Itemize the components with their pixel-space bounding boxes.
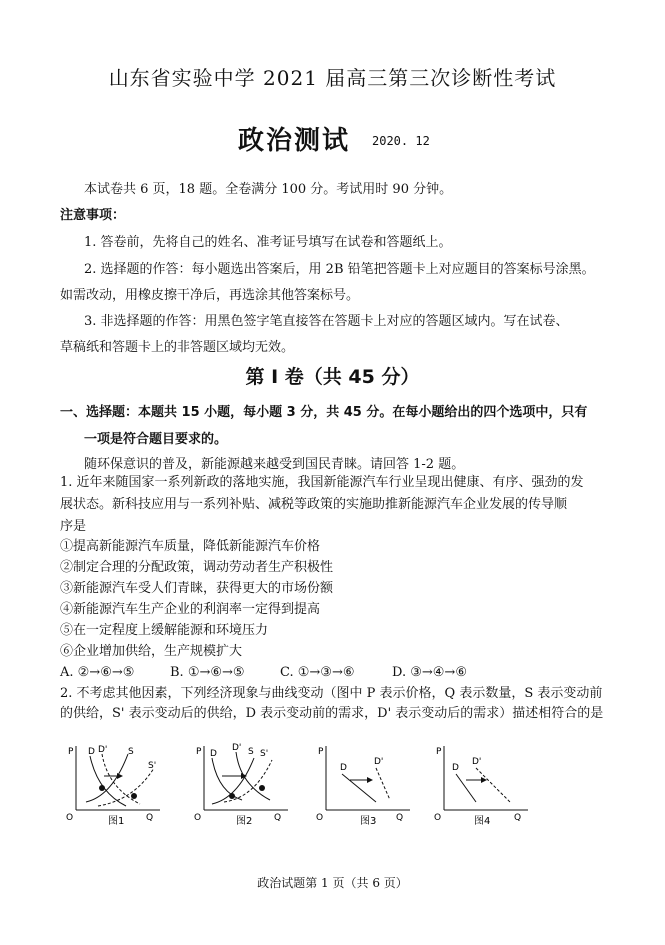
figure-3 bbox=[312, 740, 422, 830]
volume-title: 第 Ⅰ 卷（共 45 分） bbox=[245, 366, 420, 388]
o-label: O bbox=[66, 813, 74, 823]
notice-item-2-cont: 如需改动，用橡皮擦干净后，再选涂其他答案标号。 bbox=[60, 288, 360, 303]
q1-option-d: D. ③→④→⑥ bbox=[392, 665, 467, 680]
q1-item-1: ①提高新能源汽车质量，降低新能源汽车价格 bbox=[60, 539, 321, 554]
d-label: D bbox=[452, 763, 459, 773]
q1-item-2: ②制定合理的分配政策，调动劳动者生产积极性 bbox=[60, 560, 334, 575]
intro-text: 本试卷共 6 页，18 题。全卷满分 100 分。考试用时 90 分钟。 bbox=[84, 182, 453, 197]
o-label: O bbox=[316, 813, 324, 823]
q1-item-3: ③新能源汽车受人们青睐，获得更大的市场份额 bbox=[60, 581, 334, 596]
subject-title: 政治测试 bbox=[238, 126, 351, 156]
s-prime-label: S' bbox=[148, 761, 157, 771]
q1-stem-line-2: 展状态。新科技应用与一系列补贴、减税等政策的实施助推新能源汽车企业发展的传导顺 bbox=[60, 497, 568, 512]
section-heading: 一、选择题：本题共 15 小题，每小题 3 分，共 45 分。在每小题给出的四个选项中，只有 bbox=[60, 405, 588, 420]
p-label: P bbox=[196, 747, 202, 757]
q2-stem-line-2: 的供给，S' 表示变动后的供给，D 表示变动前的需求，D' 表示变动后的需求）描述相符合的是 bbox=[60, 706, 604, 721]
q-label: Q bbox=[514, 813, 522, 823]
supply-curve bbox=[86, 754, 128, 802]
q1-item-5: ⑤在一定程度上缓解能源和环境压力 bbox=[60, 623, 269, 638]
q1-item-4: ④新能源汽车生产企业的利润率一定得到提高 bbox=[60, 602, 321, 617]
material-intro: 随环保意识的普及，新能源越来越受到国民青睐。请回答 1-2 题。 bbox=[84, 457, 465, 472]
d-label: D bbox=[210, 749, 217, 759]
supply-curve-new bbox=[98, 768, 154, 806]
d-label: D bbox=[340, 763, 347, 773]
demand-curve bbox=[212, 758, 242, 800]
figure-4 bbox=[430, 740, 540, 830]
q2-stem-line-1: 2. 不考虑其他因素，下列经济现象与曲线变动（图中 P 表示价格，Q 表示数量，S 表示变动前 bbox=[60, 686, 603, 701]
equilibrium-point-new bbox=[131, 793, 137, 799]
school-title: 山东省实验中学 2021 届高三第三次诊断性考试 bbox=[108, 66, 557, 90]
equilibrium-point-new bbox=[259, 785, 265, 791]
demand-curve bbox=[342, 774, 376, 802]
q-label: Q bbox=[146, 813, 154, 823]
figure-1 bbox=[62, 740, 172, 830]
notice-item-2: 2. 选择题的作答：每小题选出答案后，用 2B 铅笔把答题卡上对应题目的答案标号涂黑。 bbox=[84, 262, 595, 277]
figure-caption: 图3 bbox=[360, 816, 377, 827]
d-prime-label: D' bbox=[472, 757, 482, 767]
q-label: Q bbox=[274, 813, 282, 823]
demand-curve-new bbox=[476, 768, 510, 802]
figure-2 bbox=[190, 740, 300, 830]
s-prime-label: S' bbox=[260, 749, 269, 759]
notice-item-3: 3. 非选择题的作答：用黑色签字笔直接答在答题卡上对应的答题区域内。写在试卷、 bbox=[84, 314, 569, 329]
notice-item-1: 1. 答卷前，先将自己的姓名、准考证号填写在试卷和答题纸上。 bbox=[84, 235, 452, 250]
d-prime-label: D' bbox=[98, 745, 108, 755]
s-label: S bbox=[248, 747, 254, 757]
s-label: S bbox=[128, 747, 134, 757]
page-footer: 政治试题第 1 页（共 6 页） bbox=[257, 876, 408, 890]
q-label: Q bbox=[396, 813, 404, 823]
q1-stem-line-1: 1. 近年来随国家一系列新政的落地实施，我国新能源汽车行业呈现出健康、有序、强劲的发 bbox=[60, 475, 584, 490]
p-label: P bbox=[436, 747, 442, 757]
p-label: P bbox=[318, 747, 324, 757]
demand-curve bbox=[456, 774, 476, 802]
o-label: O bbox=[434, 813, 442, 823]
demand-curve-new bbox=[376, 768, 390, 800]
notice-item-3-cont: 草稿纸和答题卡上的非答题区域均无效。 bbox=[60, 340, 295, 355]
q1-option-c: C. ①→③→⑥ bbox=[280, 665, 355, 680]
equilibrium-point bbox=[99, 785, 105, 791]
figure-caption: 图4 bbox=[474, 816, 491, 827]
q1-option-b: B. ①→⑥→⑤ bbox=[170, 665, 245, 680]
d-prime-label: D' bbox=[374, 757, 384, 767]
p-label: P bbox=[68, 747, 74, 757]
o-label: O bbox=[194, 813, 202, 823]
figure-caption: 图1 bbox=[108, 816, 125, 827]
d-prime-label: D' bbox=[232, 743, 242, 753]
notice-heading: 注意事项： bbox=[60, 208, 126, 223]
exam-date: 2020. 12 bbox=[372, 134, 430, 148]
q1-item-6: ⑥企业增加供给，生产规模扩大 bbox=[60, 644, 243, 659]
figure-caption: 图2 bbox=[236, 816, 253, 827]
q1-option-a: A. ②→⑥→⑤ bbox=[60, 665, 135, 680]
q1-stem-line-3: 序是 bbox=[60, 519, 87, 534]
section-heading-cont: 一项是符合题目要求的。 bbox=[84, 432, 228, 447]
d-label: D bbox=[88, 747, 95, 757]
equilibrium-point bbox=[229, 793, 235, 799]
